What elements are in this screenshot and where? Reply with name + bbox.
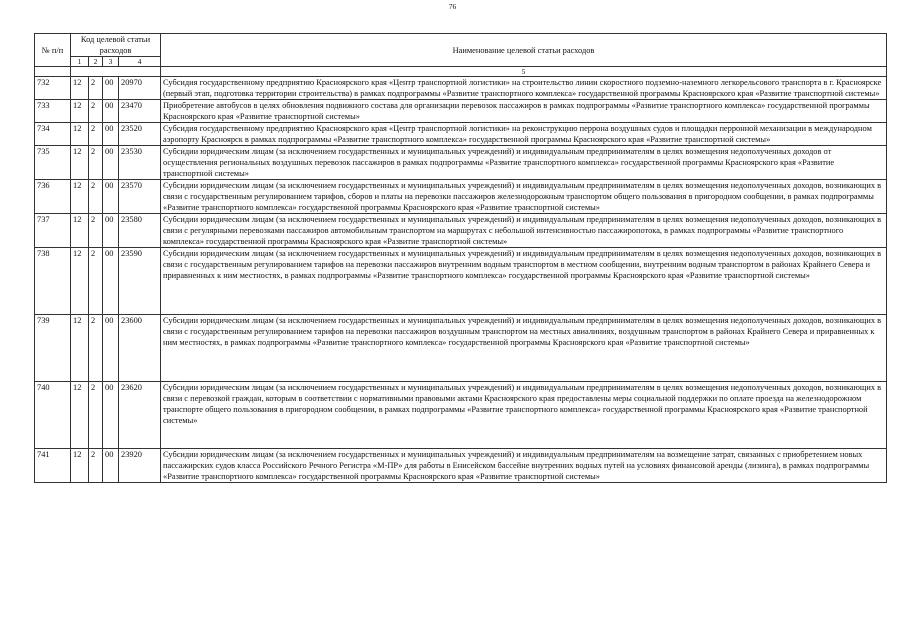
- code-part-1: 12: [71, 180, 89, 214]
- code-part-2: 2: [89, 248, 103, 315]
- table-row: [35, 248, 887, 315]
- expense-name: Субсидии юридическим лицам (за исключением государственных и муниципальных учреждений) и индивидуальным предпринимателям в целях возмещения недополученных доходов, возникающих в связи с перевозкой граждан, которым в соответствии с нормативными правовыми актами Красноярского края предоставлены меры социальной поддержки по оплате проезда на железнодорожном транспорте общего пользования в пригородном сообщении, в рамках подпрограммы «Развитие транспортного комплекса» государственной программы Красноярского края «Развитие транспортной системы»: [161, 382, 887, 449]
- code-part-2: 2: [89, 315, 103, 382]
- code-part-4: 23570: [119, 180, 161, 214]
- code-part-2: 2: [89, 146, 103, 180]
- column-index-4: 4: [119, 57, 161, 67]
- code-part-1: 12: [71, 123, 89, 146]
- code-part-3: 00: [103, 315, 119, 382]
- table-row: [35, 214, 887, 248]
- code-part-1: 12: [71, 248, 89, 315]
- code-part-3: 00: [103, 146, 119, 180]
- page-number: 76: [448, 2, 457, 11]
- table-row: [35, 77, 887, 100]
- expense-name: Субсидии юридическим лицам (за исключением государственных и муниципальных учреждений) и индивидуальным предпринимателям в целях возмещения недополученных доходов, возникающих в связи с регулярными перевозками пассажиров автомобильным транспортом на маршрутах с небольшой интенсивностью пассажиропотока, в рамках подпрограммы «Развитие транспортного комплекса» государственной программы Красноярского края «Развитие транспортной системы»: [161, 214, 887, 248]
- column-index-1: 1: [71, 57, 89, 67]
- row-number: 734: [35, 123, 71, 146]
- table-row: [35, 100, 887, 123]
- expense-name: Субсидия государственному предприятию Красноярского края «Центр транспортной логистики» на реконструкцию перрона воздушных судов и площадки перронной механизации в международном аэропорту Красноярск в рамках подпрограммы «Развитие транспортного комплекса» государственной программы Красноярского края «Развитие транспортной системы»: [161, 123, 887, 146]
- code-part-3: 00: [103, 77, 119, 100]
- code-part-2: 2: [89, 382, 103, 449]
- code-part-4: 20970: [119, 77, 161, 100]
- row-number: 739: [35, 315, 71, 382]
- header-num: № п/п: [35, 34, 71, 67]
- code-part-4: 23600: [119, 315, 161, 382]
- table-row: [35, 449, 887, 483]
- expense-name: Субсидии юридическим лицам (за исключением государственных и муниципальных учреждений) и индивидуальным предпринимателям в целях возмещения недополученных доходов, возникающих в связи с государственным регулированием тарифов, сборов и платы на перевозки пассажиров железнодорожным транспортом общего пользования в пригородном сообщении, в рамках подпрограммы «Развитие транспортного комплекса» государственной программы Красноярского края «Развитие транспортной системы»: [161, 180, 887, 214]
- column-index-5: 5: [161, 67, 887, 77]
- expense-name: Субсидии юридическим лицам (за исключением государственных и муниципальных учреждений) и индивидуальным предпринимателям в целях возмещения недополученных доходов, возникающих в связи с государственным регулированием тарифов на перевозки пассажиров воздушным транспортом на местных авиалиниях, воздушным транспортом в районах Крайнего Севера и приравненных к ним местностях, в рамках подпрограммы «Развитие транспортного комплекса» государственной программы Красноярского края «Развитие транспортной системы»: [161, 315, 887, 382]
- expense-name: Субсидии юридическим лицам (за исключением государственных и муниципальных учреждений) и индивидуальным предпринимателям в целях возмещения недополученных доходов от осуществления региональных воздушных перевозок пассажиров в рамках подпрограммы «Развитие транспортного комплекса» государственной программы Красноярского края «Развитие транспортной системы»: [161, 146, 887, 180]
- row-number: 740: [35, 382, 71, 449]
- code-part-1: 12: [71, 315, 89, 382]
- code-part-4: 23580: [119, 214, 161, 248]
- code-part-1: 12: [71, 100, 89, 123]
- code-part-3: 00: [103, 100, 119, 123]
- row-number: 738: [35, 248, 71, 315]
- code-part-1: 12: [71, 77, 89, 100]
- table-row: [35, 382, 887, 449]
- table-row: [35, 180, 887, 214]
- code-part-1: 12: [71, 146, 89, 180]
- row-number: 735: [35, 146, 71, 180]
- code-part-4: 23520: [119, 123, 161, 146]
- header-code: Код целевой статьи расходов: [71, 34, 161, 57]
- expense-name: Субсидии юридическим лицам (за исключением государственных и муниципальных учреждений) и индивидуальным предпринимателям в целях возмещения недополученных доходов, возникающих в связи с государственным регулированием тарифов на перевозки пассажиров внутренним водным транспортом в местном сообщении, внутренним водным транспортом в районах Крайнего Севера и приравненных к ним местностях, в рамках подпрограммы «Развитие транспортного комплекса» государственной программы Красноярского края «Развитие транспортной системы»: [161, 248, 887, 315]
- row-number: 736: [35, 180, 71, 214]
- table-row: [35, 315, 887, 382]
- code-part-4: 23470: [119, 100, 161, 123]
- code-part-3: 00: [103, 180, 119, 214]
- table-row: [35, 123, 887, 146]
- column-index-2: 2: [89, 57, 103, 67]
- expense-name: Субсидия государственному предприятию Красноярского края «Центр транспортной логистики» на строительство линии скоростного подземно-наземного легкорельсового транспорта в г. Красноярске (первый этап, подготовка территории строительства) в рамках подпрограммы «Развитие транспортного комплекса» государственной программы Красноярского края «Развитие транспортной системы»: [161, 77, 887, 100]
- code-part-1: 12: [71, 449, 89, 483]
- row-number: 741: [35, 449, 71, 483]
- row-number: 737: [35, 214, 71, 248]
- header-row: [35, 34, 887, 57]
- expense-name: Субсидии юридическим лицам (за исключением государственных и муниципальных учреждений) и индивидуальным предпринимателям на возмещение затрат, связанных с приобретением новых пассажирских судов класса Российского Речного Регистра «М-ПР» для работы в Енисейском бассейне внутренних водных путей на условиях финансовой аренды (лизинга), в рамках подпрограммы «Развитие транспортного комплекса» государственной программы Красноярского края «Развитие транспортной системы»: [161, 449, 887, 483]
- column-index-row: [35, 67, 887, 77]
- header-name: Наименование целевой статьи расходов: [161, 34, 887, 67]
- code-part-2: 2: [89, 77, 103, 100]
- code-part-1: 12: [71, 214, 89, 248]
- code-part-4: 23920: [119, 449, 161, 483]
- column-index-3: 3: [103, 57, 119, 67]
- code-part-3: 00: [103, 382, 119, 449]
- code-part-1: 12: [71, 382, 89, 449]
- code-part-2: 2: [89, 449, 103, 483]
- row-number: 732: [35, 77, 71, 100]
- code-part-2: 2: [89, 180, 103, 214]
- code-part-2: 2: [89, 214, 103, 248]
- code-part-3: 00: [103, 214, 119, 248]
- code-part-2: 2: [89, 100, 103, 123]
- code-part-4: 23620: [119, 382, 161, 449]
- code-part-3: 00: [103, 123, 119, 146]
- code-part-3: 00: [103, 248, 119, 315]
- expense-name: Приобретение автобусов в целях обновления подвижного состава для организации перевозок пассажиров в рамках подпрограммы «Развитие транспортного комплекса» государственной программы Красноярского края «Развитие транспортной системы»: [161, 100, 887, 123]
- row-number: 733: [35, 100, 71, 123]
- code-part-3: 00: [103, 449, 119, 483]
- budget-table: [34, 33, 887, 483]
- table-row: [35, 146, 887, 180]
- code-part-4: 23590: [119, 248, 161, 315]
- code-part-2: 2: [89, 123, 103, 146]
- column-index-spacer: [71, 67, 161, 77]
- column-index-spacer: [35, 67, 71, 77]
- code-part-4: 23530: [119, 146, 161, 180]
